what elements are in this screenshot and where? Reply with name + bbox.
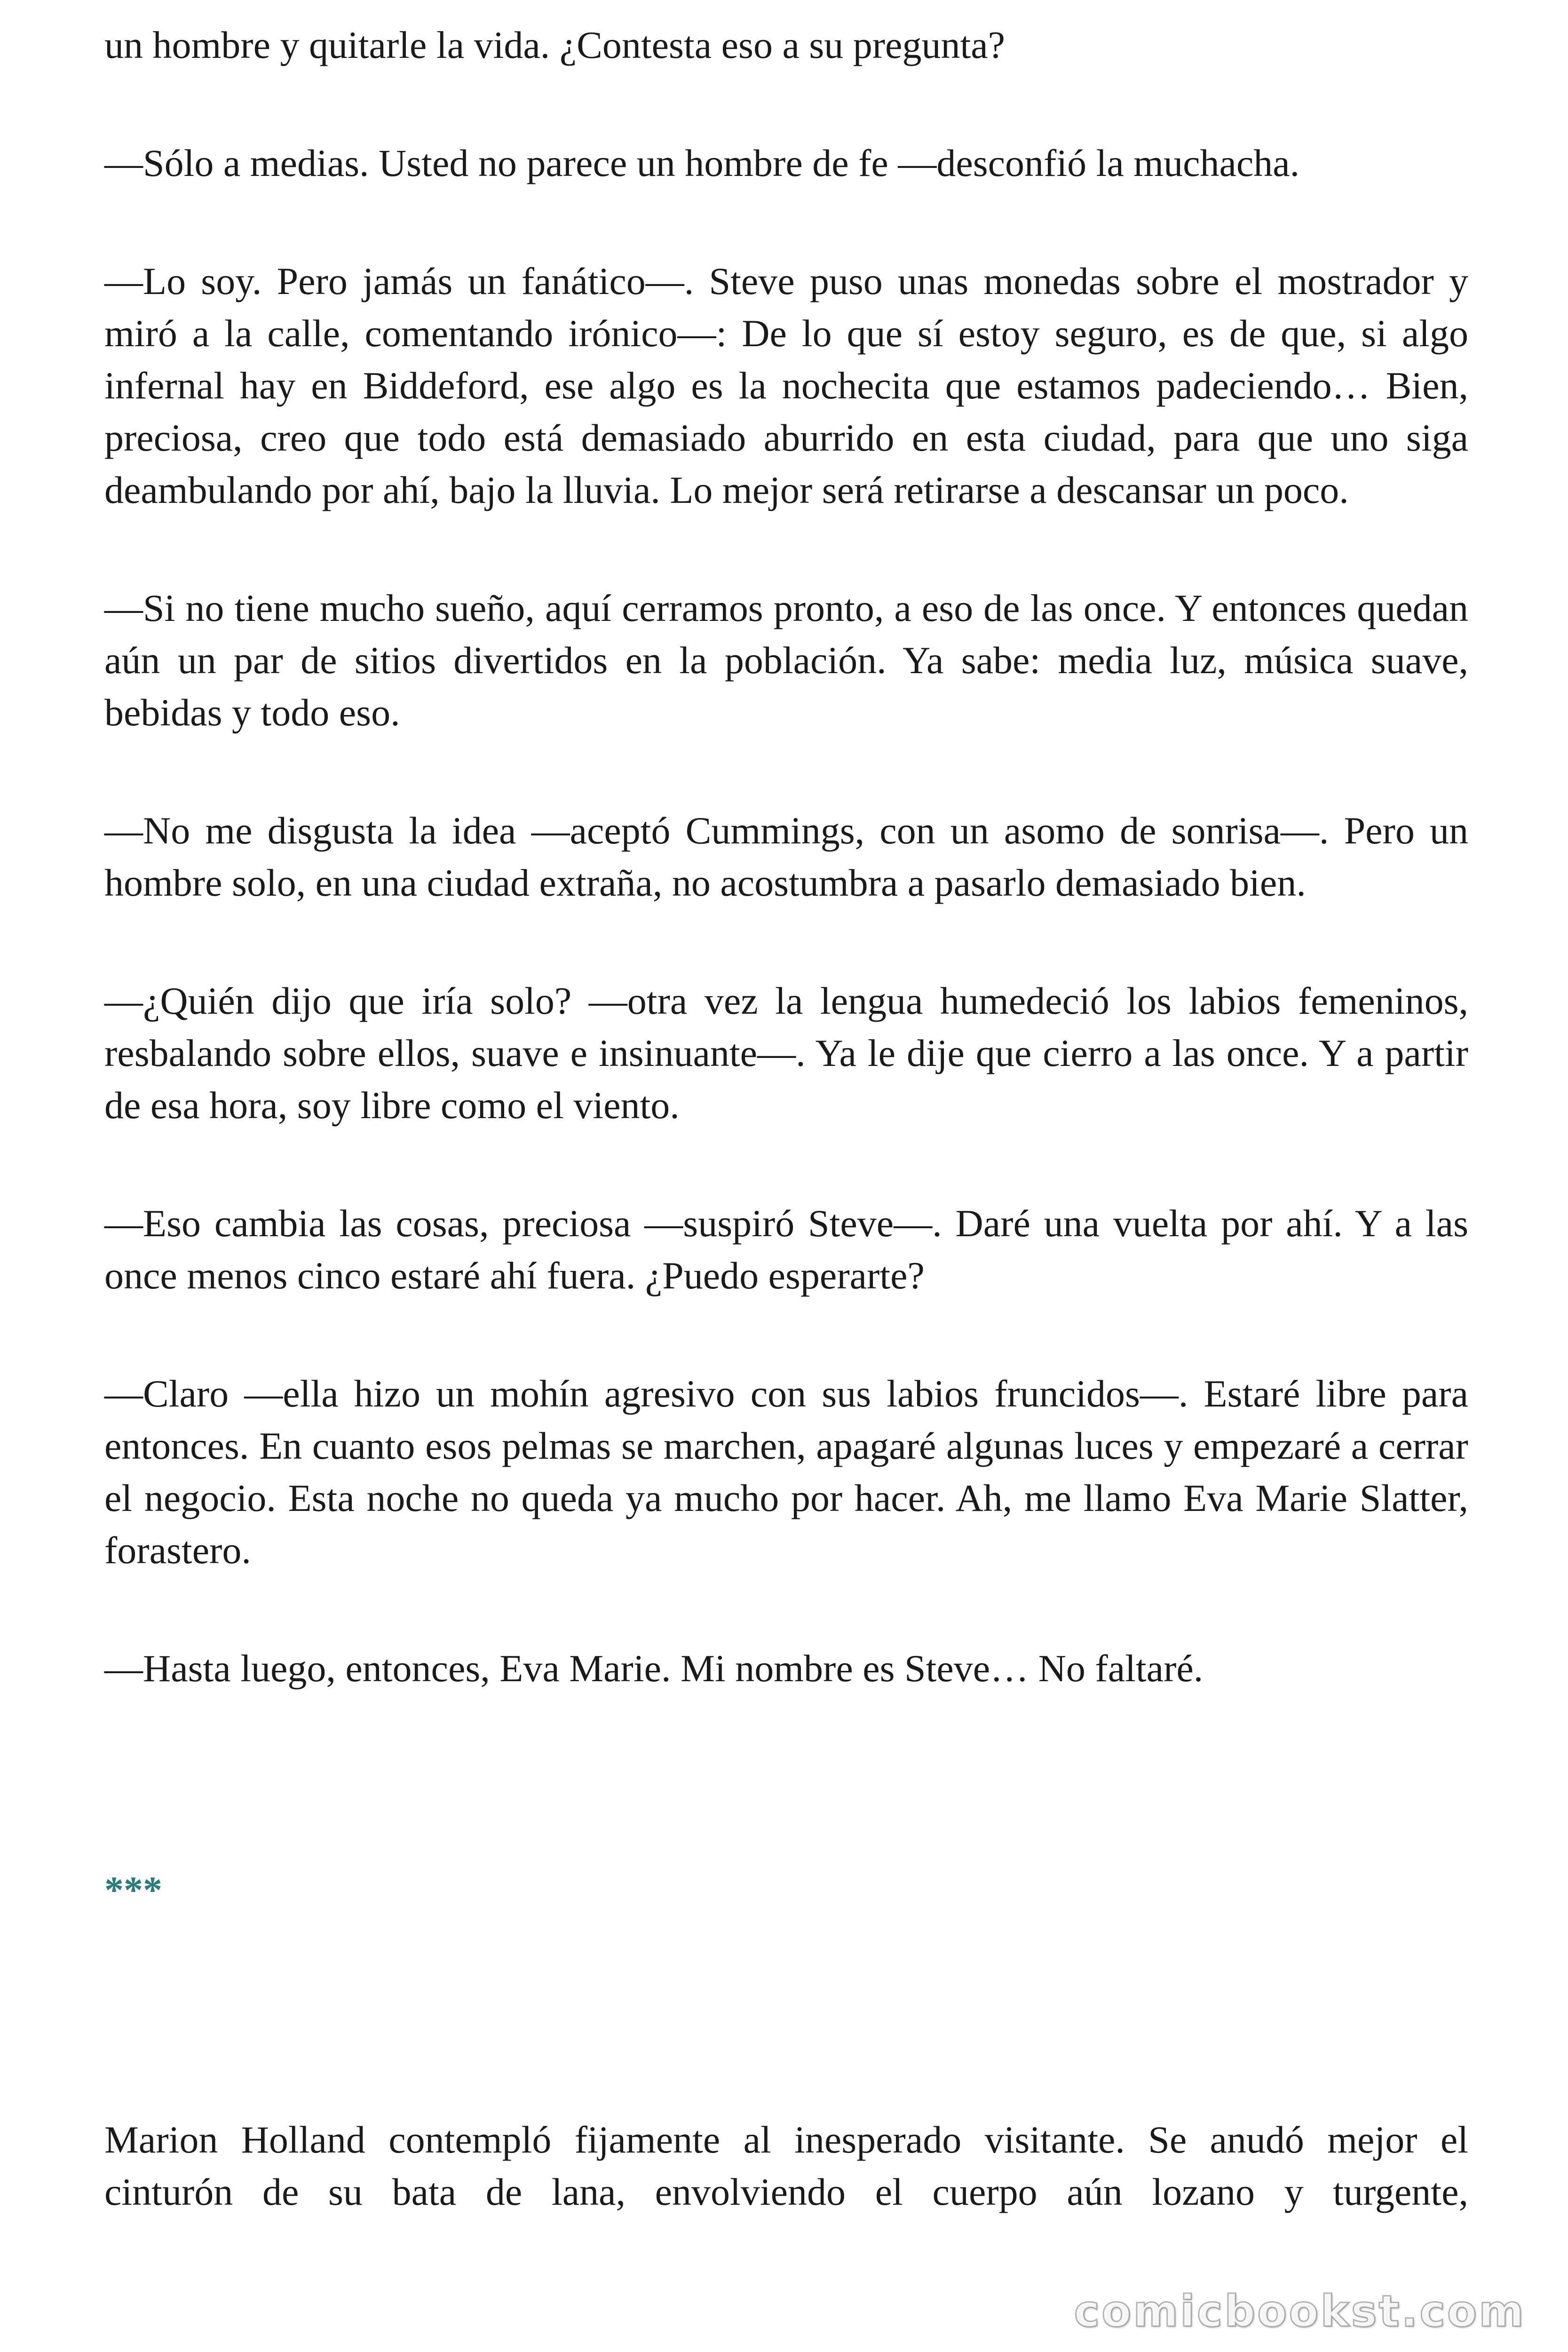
paragraph-7: —Eso cambia las cosas, preciosa —suspiró Steve—. Daré una vuelta por ahí. Y a las once menos cinco estaré ahí fuera. ¿Puedo esperarte?: [104, 1202, 1468, 1297]
paragraph-1: un hombre y quitarle la vida. ¿Contesta eso a su pregunta?: [104, 24, 1006, 66]
text-column: [104, 19, 1468, 2218]
paragraph-3: —Lo soy. Pero jamás un fanático—. Steve puso unas monedas sobre el mostrador y miró a la calle, comentando irónico—: De lo que sí estoy seguro, es de que, si algo infernal hay en Biddeford, ese algo es la nochecita que estamos padeciendo… Bien, preciosa, creo que todo está demasiado aburrido en esta ciudad, para que uno siga deambulando por ahí, bajo la lluvia. Lo mejor será retirarse a descansar un poco.: [104, 260, 1468, 511]
watermark-logo: comicbookst.com: [1074, 2286, 1526, 2336]
paragraph-4: —Si no tiene mucho sueño, aquí cerramos pronto, a eso de las once. Y entonces quedan aún un par de sitios divertidos en la población. Ya sabe: media luz, música suave, bebidas y todo eso.: [104, 587, 1468, 734]
paragraph-2: —Sólo a medias. Usted no parece un hombre de fe —desconfió la muchacha.: [104, 142, 1300, 184]
paragraph-8: —Claro —ella hizo un mohín agresivo con sus labios fruncidos—. Estaré libre para entonces. En cuanto esos pelmas se marchen, apagaré algunas luces y empezaré a cerrar el negocio. Esta noche no queda ya mucho por hacer. Ah, me llamo Eva Marie Slatter, forastero.: [104, 1372, 1468, 1572]
paragraph-9: —Hasta luego, entonces, Eva Marie. Mi nombre es Steve… No faltaré.: [104, 1647, 1204, 1690]
paragraph-6: —¿Quién dijo que iría solo? —otra vez la lengua humedeció los labios femeninos, resbalando sobre ellos, suave e insinuante—. Ya le dije que cierro a las once. Y a partir de esa hora, soy libre como el viento.: [104, 979, 1468, 1127]
closing-paragraph: Marion Holland contempló fijamente al inesperado visitante. Se anudó mejor el cinturón de su bata de lana, envolviendo el cuerpo aún lozano y turgente,: [104, 2118, 1468, 2213]
scene-break: ***: [104, 1868, 162, 1911]
paragraph-5: —No me disgusta la idea —aceptó Cummings, con un asomo de sonrisa—. Pero un hombre solo, en una ciudad extraña, no acostumbra a pasarlo demasiado bien.: [104, 809, 1468, 904]
